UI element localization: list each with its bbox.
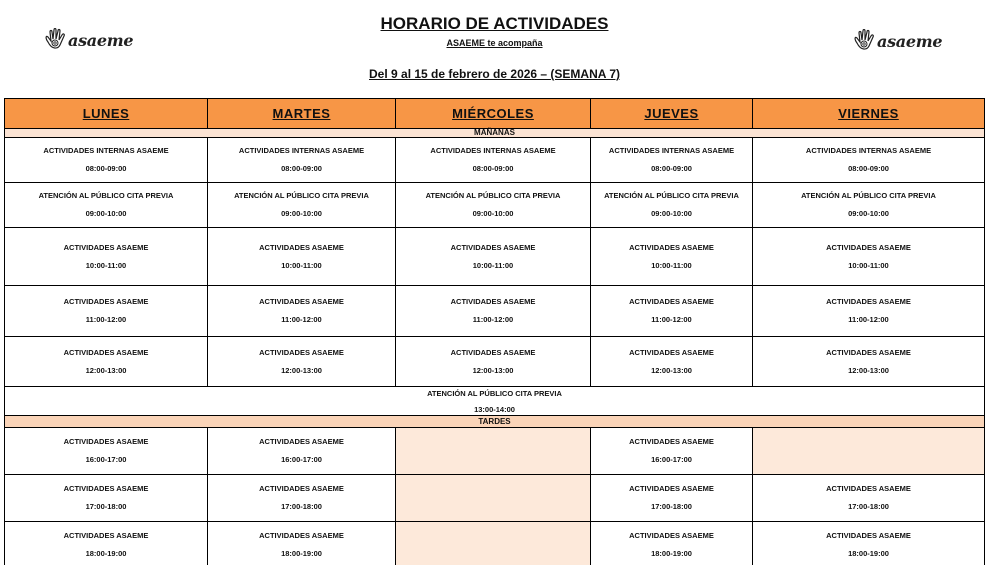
- activity-name: ACTIVIDADES INTERNAS ASAEME: [805, 146, 932, 155]
- schedule-cell: [5, 522, 208, 565]
- day-header-martes: MARTES: [208, 99, 396, 129]
- day-header-miercoles: MIÉRCOLES: [396, 99, 591, 129]
- schedule-row: [5, 228, 985, 286]
- day-header-row: [5, 99, 985, 129]
- activity-time: 08:00-09:00: [472, 164, 514, 173]
- schedule-cell: [208, 286, 396, 337]
- section-band-tardes: [5, 416, 985, 428]
- schedule-cell: [208, 522, 396, 565]
- activity-name: ACTIVIDADES ASAEME: [826, 484, 911, 493]
- schedule-cell: [208, 475, 396, 522]
- activity-name: ACTIVIDADES INTERNAS ASAEME: [43, 146, 169, 155]
- midday-cell: [5, 387, 985, 416]
- activity-name: ACTIVIDADES ASAEME: [629, 530, 714, 540]
- activity-time: 11:00-12:00: [848, 315, 889, 324]
- schedule-cell: [591, 337, 753, 387]
- activity-time: 10:00-11:00: [281, 260, 322, 270]
- activity-name: ACTIVIDADES ASAEME: [259, 242, 344, 252]
- activity-time: 17:00-18:00: [651, 502, 692, 511]
- activity-time: 11:00-12:00: [281, 315, 322, 324]
- activity-name: ACTIVIDADES ASAEME: [629, 484, 714, 493]
- activity-time: 11:00-12:00: [472, 315, 514, 324]
- activity-name: ACTIVIDADES ASAEME: [450, 347, 536, 357]
- schedule-cell: [5, 475, 208, 522]
- activity-time: 12:00-13:00: [281, 365, 322, 375]
- empty-slot: [396, 475, 591, 522]
- activity-name: ACTIVIDADES ASAEME: [63, 437, 149, 446]
- schedule-cell: [591, 183, 753, 228]
- schedule-cell: [396, 183, 591, 228]
- schedule-cell: [591, 228, 753, 286]
- activity-time: 18:00-19:00: [651, 548, 692, 558]
- schedule-cell: [396, 228, 591, 286]
- schedule-cell: [591, 522, 753, 565]
- activity-time: 10:00-11:00: [848, 260, 889, 270]
- activity-name: ACTIVIDADES ASAEME: [826, 530, 911, 540]
- activity-time: 09:00-10:00: [85, 209, 127, 218]
- activity-time: 12:00-13:00: [848, 365, 889, 375]
- activity-name: ACTIVIDADES ASAEME: [63, 530, 149, 540]
- schedule-row: [5, 183, 985, 228]
- activity-time: 16:00-17:00: [85, 455, 127, 464]
- activity-name: ACTIVIDADES ASAEME: [63, 484, 149, 493]
- section-label-mananas: MAÑANAS: [5, 129, 985, 138]
- logo-wordmark: asaeme: [68, 30, 134, 50]
- schedule-cell: [753, 475, 985, 522]
- schedule-cell: [591, 475, 753, 522]
- empty-slot: [753, 428, 985, 475]
- schedule-row: [5, 337, 985, 387]
- date-range: Del 9 al 15 de febrero de 2026 – (SEMANA 7): [369, 67, 620, 81]
- activity-name: ACTIVIDADES ASAEME: [629, 437, 714, 446]
- activity-name: ACTIVIDADES ASAEME: [826, 297, 911, 306]
- activity-time: 09:00-10:00: [472, 209, 514, 218]
- activity-name: ACTIVIDADES ASAEME: [63, 347, 149, 357]
- activity-time: 12:00-13:00: [651, 365, 692, 375]
- activity-name: ACTIVIDADES ASAEME: [259, 347, 344, 357]
- activity-time: 08:00-09:00: [281, 164, 322, 173]
- activity-name: ACTIVIDADES ASAEME: [259, 297, 344, 306]
- activity-time: 18:00-19:00: [85, 548, 127, 558]
- schedule-cell: [753, 522, 985, 565]
- activity-name: ATENCIÓN AL PÚBLICO CITA PREVIA: [38, 191, 174, 200]
- logo-wordmark: asaeme: [877, 31, 943, 51]
- activity-time: 12:00-13:00: [85, 365, 127, 375]
- activity-name: ACTIVIDADES ASAEME: [450, 297, 536, 306]
- schedule-row: [5, 428, 985, 475]
- schedule-cell: [5, 337, 208, 387]
- activity-time: 18:00-19:00: [281, 548, 322, 558]
- activity-time: 17:00-18:00: [848, 502, 889, 511]
- schedule-row: [5, 138, 985, 183]
- activity-time: 17:00-18:00: [281, 502, 322, 511]
- activity-time: 10:00-11:00: [472, 260, 514, 270]
- schedule-row: [5, 475, 985, 522]
- schedule-cell: [591, 286, 753, 337]
- activity-name: ACTIVIDADES ASAEME: [63, 242, 149, 252]
- activity-name: ACTIVIDADES ASAEME: [826, 347, 911, 357]
- activity-time: 12:00-13:00: [472, 365, 514, 375]
- activity-name: ATENCIÓN AL PÚBLICO CITA PREVIA: [604, 191, 739, 200]
- schedule-cell: [396, 286, 591, 337]
- schedule-cell: [208, 183, 396, 228]
- activity-name: ACTIVIDADES INTERNAS ASAEME: [430, 146, 556, 155]
- page-subtitle: ASAEME te acompaña: [446, 38, 543, 48]
- activity-time: 08:00-09:00: [848, 164, 889, 173]
- schedule-cell: [5, 138, 208, 183]
- midday-row: [5, 387, 985, 416]
- activity-time: 10:00-11:00: [651, 260, 692, 270]
- activity-time: 10:00-11:00: [85, 260, 127, 270]
- activity-name: ATENCIÓN AL PÚBLICO CITA PREVIA: [234, 191, 369, 200]
- schedule-cell: [753, 286, 985, 337]
- activity-name: ACTIVIDADES INTERNAS ASAEME: [238, 146, 365, 155]
- empty-slot: [396, 522, 591, 565]
- schedule-cell: [753, 337, 985, 387]
- day-header-jueves: JUEVES: [591, 99, 753, 129]
- schedule-cell: [591, 138, 753, 183]
- activity-name: ACTIVIDADES ASAEME: [629, 242, 714, 252]
- schedule-cell: [753, 228, 985, 286]
- schedule-cell: [753, 138, 985, 183]
- schedule-cell: [5, 428, 208, 475]
- activity-name: ACTIVIDADES ASAEME: [259, 484, 344, 493]
- schedule-cell: [5, 183, 208, 228]
- schedule-cell: [591, 428, 753, 475]
- schedule-cell: [753, 183, 985, 228]
- activity-time: 09:00-10:00: [848, 209, 889, 218]
- activity-time: 16:00-17:00: [281, 455, 322, 464]
- activity-name: ATENCIÓN AL PÚBLICO CITA PREVIA: [427, 389, 562, 398]
- schedule-cell: [208, 228, 396, 286]
- activity-name: ATENCIÓN AL PÚBLICO CITA PREVIA: [425, 191, 561, 200]
- activity-name: ACTIVIDADES ASAEME: [629, 297, 714, 306]
- schedule-table: [4, 98, 985, 565]
- activity-name: ACTIVIDADES INTERNAS ASAEME: [608, 146, 735, 155]
- schedule-row: [5, 286, 985, 337]
- activity-time: 08:00-09:00: [651, 164, 692, 173]
- activity-time: 11:00-12:00: [85, 315, 127, 324]
- activity-time: 18:00-19:00: [848, 548, 889, 558]
- activity-time: 08:00-09:00: [85, 164, 127, 173]
- activity-time: 16:00-17:00: [651, 455, 692, 464]
- schedule-cell: [5, 228, 208, 286]
- empty-slot: [396, 428, 591, 475]
- page-title: HORARIO DE ACTIVIDADES: [380, 14, 609, 33]
- activity-name: ATENCIÓN AL PÚBLICO CITA PREVIA: [801, 191, 936, 200]
- day-header-lunes: LUNES: [5, 99, 208, 129]
- activity-name: ACTIVIDADES ASAEME: [259, 530, 344, 540]
- activity-name: ACTIVIDADES ASAEME: [63, 297, 149, 306]
- activity-name: ACTIVIDADES ASAEME: [450, 242, 536, 252]
- schedule-cell: [5, 286, 208, 337]
- section-label-tardes: TARDES: [5, 416, 985, 428]
- section-band-mananas: [5, 129, 985, 138]
- activity-name: ACTIVIDADES ASAEME: [629, 347, 714, 357]
- activity-name: ACTIVIDADES ASAEME: [826, 242, 911, 252]
- activity-time: 13:00-14:00: [474, 405, 515, 414]
- activity-time: 09:00-10:00: [651, 209, 692, 218]
- activity-time: 11:00-12:00: [651, 315, 692, 324]
- schedule-cell: [396, 337, 591, 387]
- activity-time: 17:00-18:00: [85, 502, 127, 511]
- day-header-viernes: VIERNES: [753, 99, 985, 129]
- schedule-cell: [208, 337, 396, 387]
- schedule-cell: [396, 138, 591, 183]
- activity-name: ACTIVIDADES ASAEME: [259, 437, 344, 446]
- schedule-cell: [208, 428, 396, 475]
- schedule-cell: [208, 138, 396, 183]
- schedule-row: [5, 522, 985, 565]
- activity-time: 09:00-10:00: [281, 209, 322, 218]
